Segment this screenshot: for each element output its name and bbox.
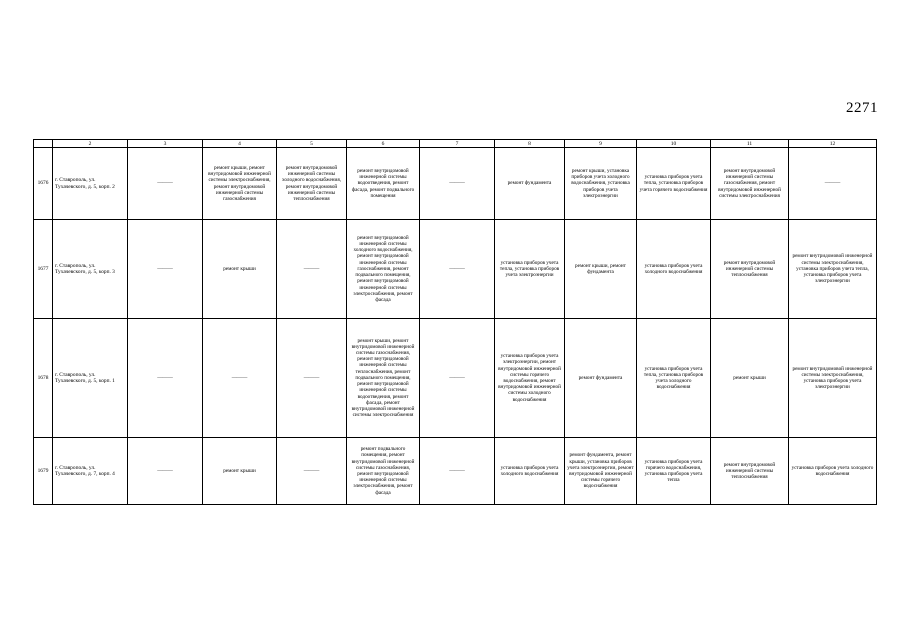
header-cell: 4 <box>203 140 277 148</box>
cell-col4: ремонт крыши, ремонт внутридомовой инженерной системы электроснабжения, ремонт внутридомовой инженерной системы газоснабжения <box>203 148 277 220</box>
cell-col6: ремонт внутридомовой инженерной системы водоотведения, ремонт фасада, ремонт подвального помещения <box>347 148 420 220</box>
table-row <box>34 220 877 319</box>
cell-col11: ремонт внутридомовой инженерной системы газоснабжения, ремонт внутридомовой инженерной системы электроснабжения <box>711 148 789 220</box>
cell-col8: ремонт фундамента <box>495 148 565 220</box>
table-row <box>34 319 877 438</box>
table-row <box>34 438 877 505</box>
header-cell: 6 <box>347 140 420 148</box>
cell-col12: ремонт внутридомовой инженерной системы электроснабжения, установка приборов учета электроэнергии <box>789 319 877 438</box>
header-cell: 2 <box>53 140 128 148</box>
header-cell: 5 <box>277 140 347 148</box>
cell-col12: ремонт внутридомовой инженерной системы электроснабжения, установка приборов учета тепла, установка приборов учета электроэнергии <box>789 220 877 319</box>
cell-col5: ——— <box>277 319 347 438</box>
address-cell: г. Ставрополь, ул. Тухачевского, д. 5, корп. 1 <box>53 319 128 438</box>
cell-col10: установка приборов учета горячего водоснабжения, установка приборов учета тепла <box>637 438 711 505</box>
cell-col8: установка приборов учета тепла, установка приборов учета электроэнергии <box>495 220 565 319</box>
row-number: 1677 <box>34 220 53 319</box>
cell-col7: ——— <box>420 438 495 505</box>
cell-col8: установка приборов учета электроэнергии, ремонт внутридомовой инженерной системы горячего водоснабжения, ремонт внутридомовой инженерной системы холодного водоснабжения <box>495 319 565 438</box>
cell-col6: ремонт подвального помещения, ремонт внутридомовой инженерной системы газоснабжения, ремонт внутридомовой инженерной системы электроснабжения, ремонт фасада <box>347 438 420 505</box>
cell-col11: ремонт внутридомовой инженерной системы теплоснабжения <box>711 220 789 319</box>
cell-col3: ——— <box>128 319 203 438</box>
address-cell: г. Ставрополь, ул. Тухачевского, д. 7, корп. 4 <box>53 438 128 505</box>
cell-col5: ремонт внутридомовой инженерной системы холодного водоснабжения, ремонт внутридомовой инженерной системы теплоснабжения <box>277 148 347 220</box>
repair-schedule-table <box>33 139 877 505</box>
cell-col7: ——— <box>420 148 495 220</box>
cell-col10: установка приборов учета тепла, установка приборов учета горячего водоснабжения <box>637 148 711 220</box>
cell-col4: ремонт крыши <box>203 220 277 319</box>
header-cell: 12 <box>789 140 877 148</box>
header-cell: 9 <box>565 140 637 148</box>
cell-col5: ——— <box>277 220 347 319</box>
header-row <box>34 140 877 148</box>
page-number: 2271 <box>846 100 878 116</box>
cell-col7: ——— <box>420 319 495 438</box>
cell-col9: ремонт фундамента <box>565 319 637 438</box>
cell-col3: ——— <box>128 438 203 505</box>
header-cell: 10 <box>637 140 711 148</box>
row-number: 1678 <box>34 319 53 438</box>
cell-col6: ремонт внутридомовой инженерной системы холодного водоснабжения, ремонт внутридомовой инженерной системы газоснабжения, ремонт подвального помещения, ремонт внутридомовой инженерной системы электроснабжения, ремонт фасада <box>347 220 420 319</box>
cell-col11: ремонт внутридомовой инженерной системы теплоснабжения <box>711 438 789 505</box>
cell-col10: установка приборов учета холодного водоснабжения <box>637 220 711 319</box>
header-cell: 11 <box>711 140 789 148</box>
cell-col3: ——— <box>128 220 203 319</box>
cell-col12: ——— <box>789 148 877 220</box>
cell-col9: ремонт крыши, установка приборов учета холодного водоснабжения, установка приборов учета электроэнергии <box>565 148 637 220</box>
header-cell: 7 <box>420 140 495 148</box>
row-number: 1676 <box>34 148 53 220</box>
cell-col7: ——— <box>420 220 495 319</box>
cell-col9: ремонт крыши, ремонт фундамента <box>565 220 637 319</box>
cell-col9: ремонт фундамента, ремонт крыши, установка приборов учета электроэнергии, ремонт внутридомовой инженерной системы горячего водоснабжения <box>565 438 637 505</box>
cell-col12: установка приборов учета холодного водоснабжения <box>789 438 877 505</box>
row-number: 1679 <box>34 438 53 505</box>
cell-col5: ——— <box>277 438 347 505</box>
cell-col4: ——— <box>203 319 277 438</box>
cell-col11: ремонт крыши <box>711 319 789 438</box>
cell-col10: установка приборов учета тепла, установка приборов учета холодного водоснабжения <box>637 319 711 438</box>
cell-col8: установка приборов учета холодного водоснабжения <box>495 438 565 505</box>
cell-col4: ремонт крыши <box>203 438 277 505</box>
address-cell: г. Ставрополь, ул. Тухачевского, д. 5, корп. 3 <box>53 220 128 319</box>
address-cell: г. Ставрополь, ул. Тухачевского, д. 5, корп. 2 <box>53 148 128 220</box>
cell-col3: ——— <box>128 148 203 220</box>
header-cell <box>34 140 53 148</box>
table-row <box>34 148 877 220</box>
header-cell: 8 <box>495 140 565 148</box>
cell-col6: ремонт крыши, ремонт внутридомовой инженерной системы газоснабжения, ремонт внутридомовой инженерной системы теплоснабжения, ремонт подвального помещения, ремонт внутридомовой инженерной системы водоотведения, ремонт фасада, ремонт внутридомовой инженерной системы электроснабжения <box>347 319 420 438</box>
header-cell: 3 <box>128 140 203 148</box>
